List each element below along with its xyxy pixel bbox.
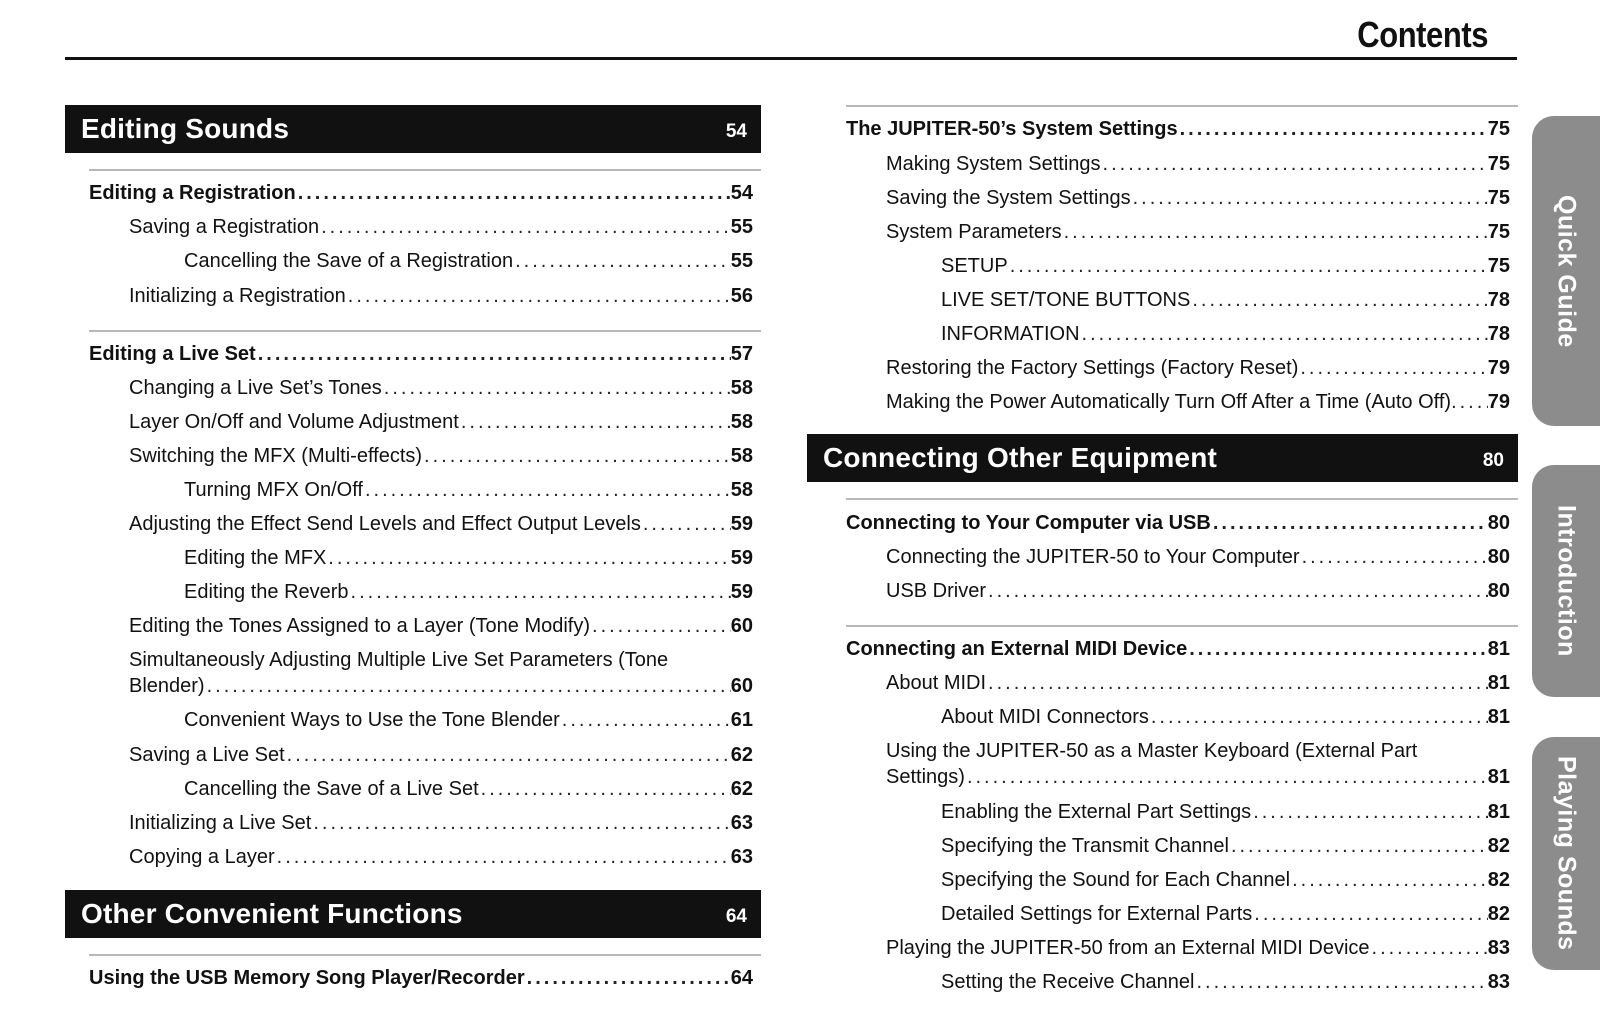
section-page: 64 [725, 906, 747, 927]
group-rule [89, 330, 761, 332]
toc-entry[interactable]: System Parameters ..... 75 [886, 219, 1510, 245]
toc-entry[interactable]: Editing a Registration ..... 54 [89, 180, 753, 206]
toc-entry[interactable]: Editing the Tones Assigned to a Layer (Tone Modify) ..... 60 [129, 613, 753, 639]
toc-entry[interactable]: Detailed Settings for External Parts ..... 82 [941, 901, 1510, 927]
toc-entry[interactable]: Specifying the Sound for Each Channel ..... 82 [941, 867, 1510, 893]
section-title: Editing Sounds [81, 113, 290, 144]
toc-entry[interactable]: Restoring the Factory Settings (Factory Reset) ..... 79 [886, 355, 1510, 381]
toc-entry[interactable]: Copying a Layer ..... 63 [129, 844, 753, 870]
toc-entry[interactable]: Using the USB Memory Song Player/Recorder ..... 64 [89, 965, 753, 991]
section-header-editing-sounds[interactable] [65, 105, 761, 153]
top-rule [65, 57, 1517, 60]
group-rule [846, 105, 1518, 107]
toc-entry[interactable]: Cancelling the Save of a Live Set ..... 62 [184, 776, 753, 802]
section-header-other-convenient-functions[interactable] [65, 890, 761, 938]
toc-entry[interactable]: Connecting to Your Computer via USB ..... 80 [846, 510, 1510, 536]
toc-entry[interactable]: Adjusting the Effect Send Levels and Effect Output Levels ..... 59 [129, 511, 753, 537]
tab-playing-sounds[interactable] [1532, 737, 1600, 970]
toc-entry[interactable]: Editing the MFX ..... 59 [184, 545, 753, 571]
section-title: Connecting Other Equipment [823, 442, 1218, 473]
toc-entry[interactable]: Enabling the External Part Settings ..... 81 [941, 799, 1510, 825]
section-page: 80 [1482, 450, 1504, 471]
toc-entry[interactable]: Turning MFX On/Off ..... 58 [184, 477, 753, 503]
tab-introduction[interactable] [1532, 465, 1600, 697]
toc-entry[interactable]: Initializing a Live Set ..... 63 [129, 810, 753, 836]
toc-entry[interactable]: The JUPITER-50’s System Settings ..... 75 [846, 116, 1510, 142]
toc-entry[interactable]: About MIDI ..... 81 [886, 670, 1510, 696]
page-title: Contents [1357, 14, 1488, 55]
toc-entry[interactable]: Connecting an External MIDI Device ..... 81 [846, 636, 1510, 662]
toc-entry[interactable]: Editing a Live Set ..... 57 [89, 341, 753, 367]
toc-entry[interactable]: Saving the System Settings ..... 75 [886, 185, 1510, 211]
toc-entry[interactable]: USB Driver ..... 80 [886, 578, 1510, 604]
toc-entry[interactable]: Setting the Receive Channel ..... 83 [941, 969, 1510, 995]
toc-entry[interactable]: Specifying the Transmit Channel ..... 82 [941, 833, 1510, 859]
toc-entry[interactable]: Editing the Reverb ..... 59 [184, 579, 753, 605]
group-rule [89, 954, 761, 956]
tab-label: Introduction [1552, 505, 1581, 657]
group-rule [846, 625, 1518, 627]
toc-entry[interactable]: Initializing a Registration ..... 56 [129, 283, 753, 309]
toc-entry[interactable]: Making System Settings ..... 75 [886, 151, 1510, 177]
tab-label: Quick Guide [1552, 194, 1581, 348]
toc-entry[interactable]: Saving a Live Set ..... 62 [129, 742, 753, 768]
toc-entry-wrapped[interactable]: Simultaneously Adjusting Multiple Live Set Parameters (Tone Blender) ..... 60 [129, 647, 753, 699]
toc-entry[interactable]: About MIDI Connectors ..... 81 [941, 704, 1510, 730]
toc-entry[interactable]: LIVE SET/TONE BUTTONS ..... 78 [941, 287, 1510, 313]
toc-entry[interactable]: SETUP ..... 75 [941, 253, 1510, 279]
toc-entry-wrapped[interactable]: Using the JUPITER-50 as a Master Keyboard (External Part Settings) ..... 81 [886, 738, 1510, 790]
tab-label: Playing Sounds [1552, 756, 1581, 951]
toc-entry[interactable]: Connecting the JUPITER-50 to Your Computer ..... 80 [886, 544, 1510, 570]
section-title: Other Convenient Functions [81, 898, 463, 929]
toc-entry[interactable]: Playing the JUPITER-50 from an External MIDI Device ..... 83 [886, 935, 1510, 961]
toc-entry[interactable]: Cancelling the Save of a Registration ..... 55 [184, 248, 753, 274]
toc-entry[interactable]: Making the Power Automatically Turn Off After a Time (Auto Off) ..... 79 [886, 389, 1510, 415]
group-rule [89, 169, 761, 171]
toc-entry[interactable]: Changing a Live Set’s Tones ..... 58 [129, 375, 753, 401]
toc-entry[interactable]: Convenient Ways to Use the Tone Blender ..... 61 [184, 707, 753, 733]
group-rule [846, 498, 1518, 500]
toc-entry[interactable]: Saving a Registration ..... 55 [129, 214, 753, 240]
section-header-connecting-other-equipment[interactable] [807, 434, 1518, 482]
tab-quick-guide[interactable] [1532, 116, 1600, 426]
toc-entry[interactable]: INFORMATION ..... 78 [941, 321, 1510, 347]
section-page: 54 [725, 121, 747, 142]
toc-entry[interactable]: Switching the MFX (Multi-effects) ..... 58 [129, 443, 753, 469]
toc-entry[interactable]: Layer On/Off and Volume Adjustment ..... 58 [129, 409, 753, 435]
